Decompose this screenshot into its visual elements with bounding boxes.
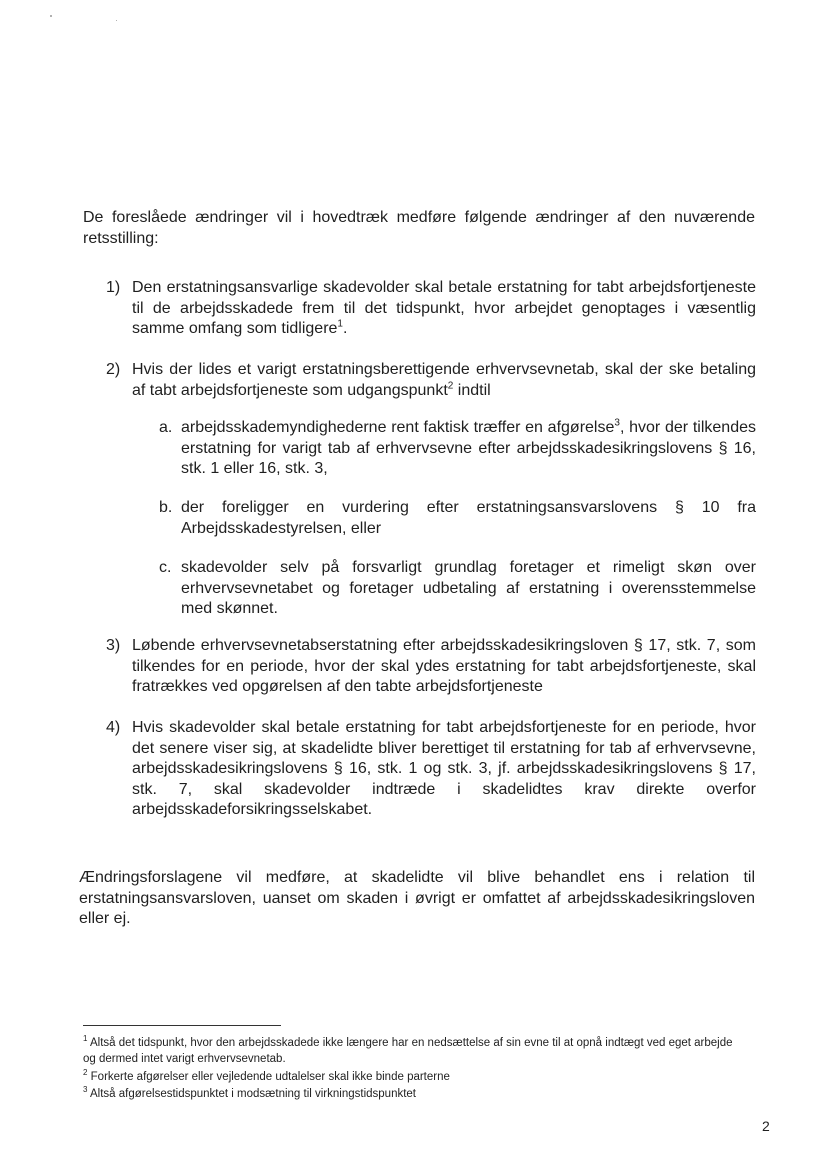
scan-speck	[50, 15, 52, 17]
scan-speck	[116, 20, 117, 21]
footnote-ref[interactable]: 1	[337, 318, 343, 330]
footnote: $^2$ Forkerte afgørelser eller vejledende udtalelser skal ikke binde parterne	[83, 1068, 450, 1083]
list-number: 3)	[106, 637, 121, 654]
footnote-ref[interactable]: 2	[447, 380, 454, 392]
list-number: 4)	[106, 719, 121, 736]
sublist-item-text: arbejdsskademyndighederne rent faktisk træffer en afgørelse$^3$, hvor der tilkendes erstatning for varigt tab af erhvervsevne efter arbejdsskadesikringslovens § 16, stk. 1 eller 16, stk. 3,	[181, 417, 756, 477]
list-number: 1)	[106, 279, 121, 296]
list-item-text: Hvis skadevolder skal betale erstatning for tabt arbejdsfortjeneste for en periode, hvor det senere viser sig, at skadelidte bliver berettiget til erstatning for tab af erhvervsevne, arbejdsskadesikringslovens § 16, stk. 1 og stk. 3, jf. arbejdsskadesikringslovens § 17, stk. 7, skal skadevolder indtræde i skadelidtes krav direkte overfor arbejdsskadeforsikringsselskabet.	[132, 719, 756, 818]
sublist-letter: b.	[159, 499, 173, 516]
list-number: 2)	[106, 361, 121, 378]
footnote: $^3$ Altså afgørelsestidspunktet i modsætning til virkningstidspunktet	[83, 1085, 417, 1100]
conclusion-paragraph: Ændringsforslagene vil medføre, at skadelidte vil blive behandlet ens i relation til erstatningsansvarsloven, uanset om skaden i øvrigt er omfattet af arbejdsskadesikringsloven eller ej.	[79, 869, 755, 927]
sublist-item-text: skadevolder selv på forsvarligt grundlag foretager et rimeligt skøn over erhvervsevnetabet og foretager udbetaling af erstatning i overensstemmelse med skønnet.	[181, 559, 756, 617]
footnote-separator	[83, 1025, 281, 1026]
intro-paragraph: De foreslåede ændringer vil i hovedtræk medføre følgende ændringer af den nuværende retsstilling:	[83, 209, 755, 247]
list-item-text: Løbende erhvervsevnetabserstatning efter arbejdsskadesikringsloven § 17, stk. 7, som tilkendes for en periode, hvor der skal ydes erstatning for tabt arbejdsfortjeneste, skal fratrækkes ved opgørelsen af den tabte arbejdsfortjeneste	[132, 637, 756, 695]
footnote: $^1$ Altså det tidspunkt, hvor den arbejdsskadede ikke længere har en nedsættelse af sin evne til at opnå indtægt ved eget arbejde og dermed intet varigt erhvervsevnetab.	[83, 1034, 733, 1065]
footnote-ref[interactable]: 3	[614, 417, 620, 429]
list-item-text: Den erstatningsansvarlige skadevolder skal betale erstatning for tabt arbejdsfortjeneste til de arbejdsskadede frem til det tidspunkt, hvor arbejdet genoptages i væsentlig samme omfang som tidligere$^1$.	[132, 279, 756, 337]
sublist-item-text: der foreligger en vurdering efter erstatningsansvarslovens § 10 fra Arbejdsskadestyrelsen, eller	[181, 499, 756, 537]
page-number: 2	[762, 1118, 770, 1134]
sublist-letter: a.	[159, 419, 173, 436]
sublist-letter: c.	[159, 559, 172, 576]
list-item-text: Hvis der lides et varigt erstatningsberettigende erhvervsevnetab, skal der ske betaling af tabt arbejdsfortjeneste som udgangspunkt$^2$ indtil	[132, 361, 756, 399]
